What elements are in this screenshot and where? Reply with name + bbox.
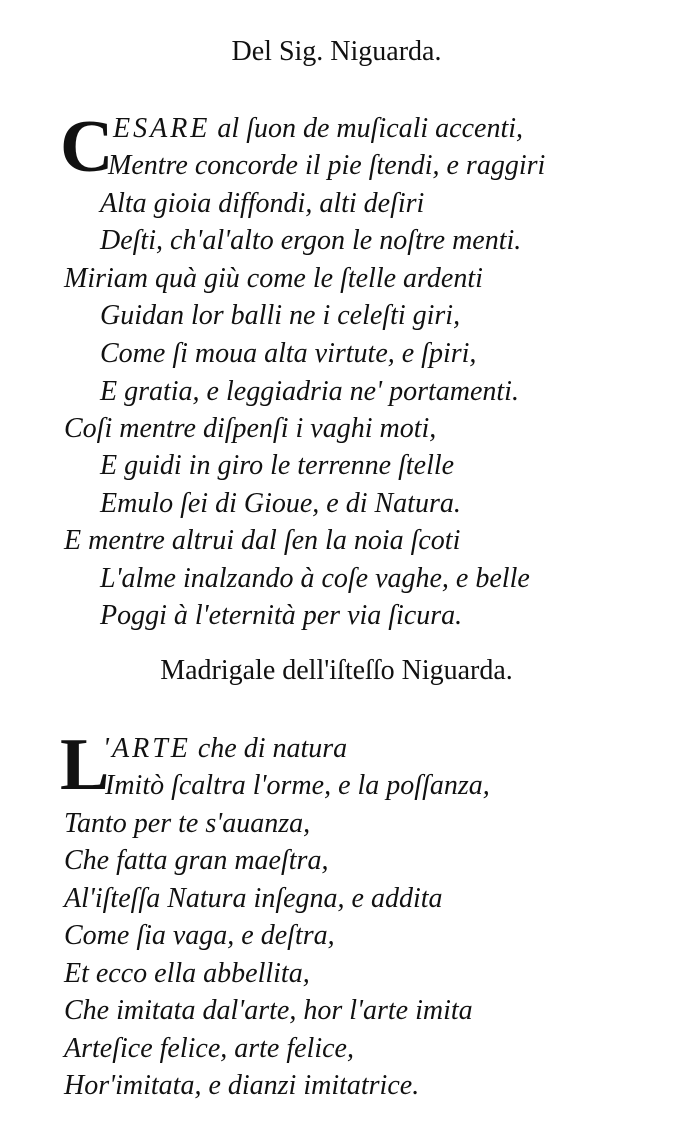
sonnet-line: Deſti, ch'al'alto ergon le noſtre menti. — [100, 225, 522, 256]
sonnet-line: E mentre altrui dal ſen la noia ſcoti — [64, 525, 461, 556]
sonnet-line: Come ſi moua alta virtute, e ſpiri, — [100, 338, 477, 369]
madrigal-line-1 — [103, 735, 347, 763]
sonnet-line: Guidan lor balli ne i celeſti giri, — [100, 300, 461, 331]
madrigal-line: Come ſia vaga, e deſtra, — [64, 920, 335, 951]
madrigal-line: Al'iſteſſa Natura inſegna, e addita — [64, 883, 443, 914]
madrigal-line: Che fatta gran maeſtra, — [64, 845, 329, 876]
madrigal-line: Hor'imitata, e dianzi imitatrice. — [64, 1070, 420, 1101]
madrigal-drop-cap: L — [60, 724, 110, 806]
sonnet-first-caps: ESARE — [113, 113, 211, 144]
sonnet-line-1 — [113, 115, 523, 143]
madrigal-line: Et ecco ella abbellita, — [64, 958, 310, 989]
madrigal-line: Che imitata dal'arte, hor l'arte imita — [64, 995, 473, 1026]
madrigal-first-rest: che di natura — [190, 733, 348, 764]
sonnet-first-rest: al ſuon de muſicali accenti, — [210, 113, 524, 144]
sonnet-line: L'alme inalzando à coſe vaghe, e belle — [100, 563, 530, 594]
sonnet-line: E guidi in giro le terrenne ſtelle — [100, 450, 455, 481]
sonnet-line: Alta gioia diffondi, alti deſiri — [100, 188, 425, 219]
sonnet-line: E gratia, e leggiadria ne' portamenti. — [100, 376, 519, 407]
sonnet-line: Mentre concorde il pie ſtendi, e raggiri — [108, 150, 546, 181]
sonnet-line: Poggi à l'eternità per via ſicura. — [100, 600, 463, 631]
madrigal-line: Arteſice felice, arte felice, — [64, 1033, 354, 1064]
sonnet-drop-cap: C — [60, 106, 114, 188]
madrigal-line: Tanto per te s'auanza, — [64, 808, 311, 839]
madrigal-first-caps: 'ARTE — [103, 733, 191, 764]
madrigal-line: Imitò ſcaltra l'orme, e la poſſanza, — [105, 770, 490, 801]
sonnet-heading: Del Sig. Niguarda. — [231, 36, 442, 67]
sonnet-line: Miriam quà giù come le ſtelle ardenti — [64, 263, 483, 294]
madrigal-heading: Madrigale dell'iſteſſo Niguarda. — [160, 655, 513, 686]
sonnet-line: Emulo ſei di Gioue, e di Natura. — [100, 488, 461, 519]
sonnet-line: Coſi mentre diſpenſi i vaghi moti, — [64, 413, 437, 444]
